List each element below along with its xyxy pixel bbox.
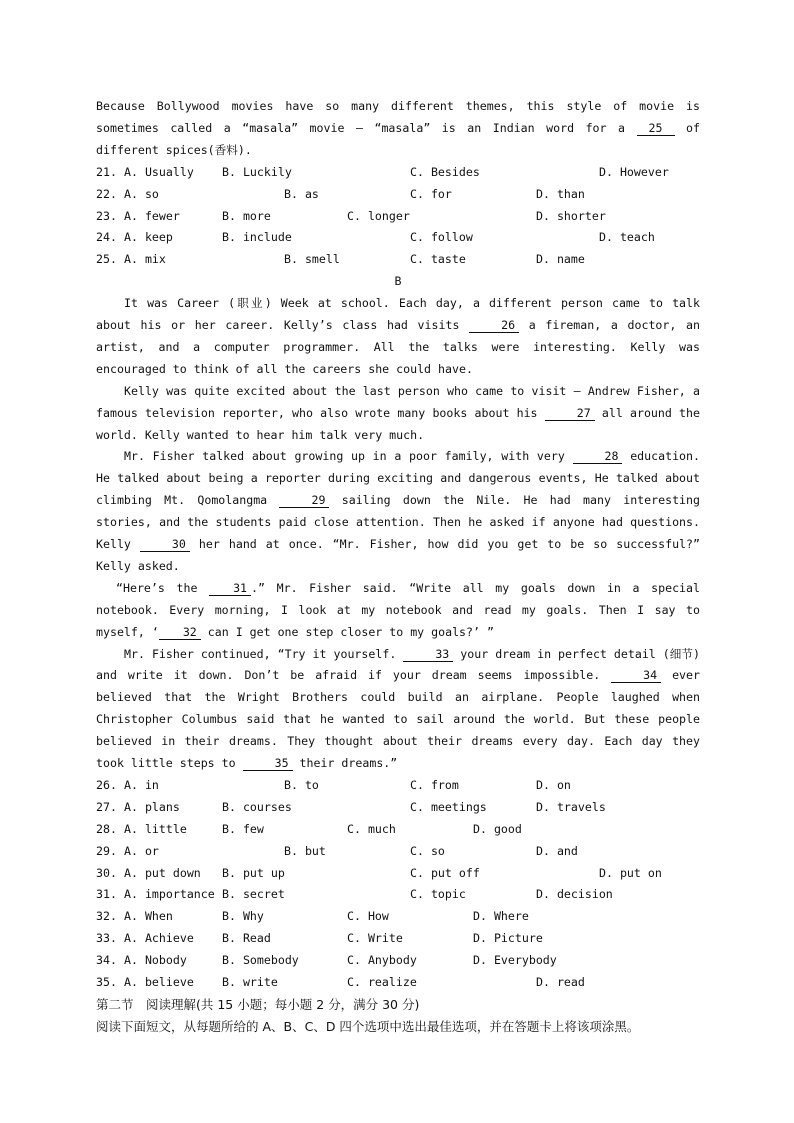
- question-row: 26. A. in B. to C. from D. on: [96, 778, 571, 792]
- question-row: 34. A. Nobody B. Somebody C. Anybody D. Everybody: [96, 953, 557, 968]
- blank-32: 32: [159, 625, 201, 640]
- blank-30: 30: [140, 537, 190, 552]
- blank-31: 31: [209, 581, 251, 596]
- exam-page: [96, 96, 700, 1038]
- question-row: 23. A. fewer B. more C. longer D. shorter: [96, 208, 606, 223]
- question-list-a: [96, 162, 700, 271]
- blank-25: 25: [637, 121, 675, 136]
- passage-b-paragraph-1: It was Career (职业) Week at school. Each day, a different person came to talk about his or her career. Kelly’s class had visits 26 a fireman, a doctor, an artist, and a computer programmer. All the talks were interesting. Kelly was encouraged to think of all the careers she could have.: [96, 296, 700, 376]
- question-row: 31. A. importance B. secret C. topic D. decision: [96, 887, 613, 902]
- passage-b-paragraph-5: Mr. Fisher continued, “Try it yourself. 33 your dream in perfect detail (细节) and write it down. Don’t be afraid if your dream seems impossible. 34 ever believed that the Wright Brothers could build an airplane. People laughed when Christopher Columbus said that he wanted to sail around the world. But these people believed in their dreams. They thought about their dreams every day. Each day they took little steps to 35 their dreams.”: [96, 646, 700, 771]
- question-row: 27. A. plans B. courses C. meetings D. travels: [96, 799, 606, 814]
- blank-29: 29: [279, 493, 329, 508]
- question-row: 30. A. put down B. put up C. put off D. put on: [96, 865, 662, 880]
- question-list-b: [96, 775, 700, 994]
- question-row: 32. A. When B. Why C. How D. Where: [96, 909, 529, 924]
- passage-b-paragraph-2: Kelly was quite excited about the last person who came to visit — Andrew Fisher, a famous television reporter, who also wrote many books about his 27 all around the world. Kelly wanted to hear him talk very much.: [96, 383, 700, 442]
- blank-26: 26: [469, 318, 519, 333]
- question-row: 25. A. mix B. smell C. taste D. name: [96, 252, 585, 267]
- blank-28: 28: [573, 449, 623, 464]
- question-row: 22. A. so B. as C. for D. than: [96, 186, 585, 201]
- blank-27: 27: [545, 406, 595, 421]
- section-b-label: B: [394, 274, 402, 289]
- question-row: 33. A. Achieve B. Read C. Write D. Picture: [96, 931, 543, 946]
- question-row: 21. A. Usually B. Luckily C. Besides D. However: [96, 164, 669, 179]
- passage-b-paragraph-3: Mr. Fisher talked about growing up in a poor family, with very 28 education. He talked about being a reporter during exciting and dangerous events, He talked about climbing Mt. Qomolangma 29 sailing down the Nile. He had many interesting stories, and the students paid close attention. Then he asked if anyone had questions. Kelly 30 her hand at once. “Mr. Fisher, how did you get to be so successful?” Kelly asked.: [96, 449, 700, 573]
- passage-b-paragraph-4: “Here’s the 31 .” Mr. Fisher said. “Write all my goals down in a special notebook. Every morning, I look at my notebook and read my goals. Then I say to myself, ‘ 32 can I get one step closer to my goals?’ ”: [96, 580, 700, 639]
- question-row: 28. A. little B. few C. much D. good: [96, 821, 522, 836]
- section-2-instruction: 阅读下面短文，从每题所给的 A、B、C、D 四个选项中选出最佳选项，并在答题卡上将该项涂黑。: [96, 1018, 640, 1034]
- section-2-heading: 第二节 阅读理解(共 15 小题；每小题 2 分，满分 30 分): [96, 996, 420, 1012]
- blank-33: 33: [403, 647, 453, 662]
- passage-a-ending: Because Bollywood movies have so many different themes, this style of movie is sometimes called a “masala” movie — “masala” is an Indian word for a 25 of different spices(香料).: [96, 99, 700, 157]
- question-row: 24. A. keep B. include C. follow D. teach: [96, 230, 655, 245]
- blank-34: 34: [611, 668, 661, 683]
- question-row: 29. A. or B. but C. so D. and: [96, 843, 578, 858]
- question-row: 35. A. believe B. write C. realize D. read: [96, 975, 585, 990]
- blank-35: 35: [243, 756, 293, 771]
